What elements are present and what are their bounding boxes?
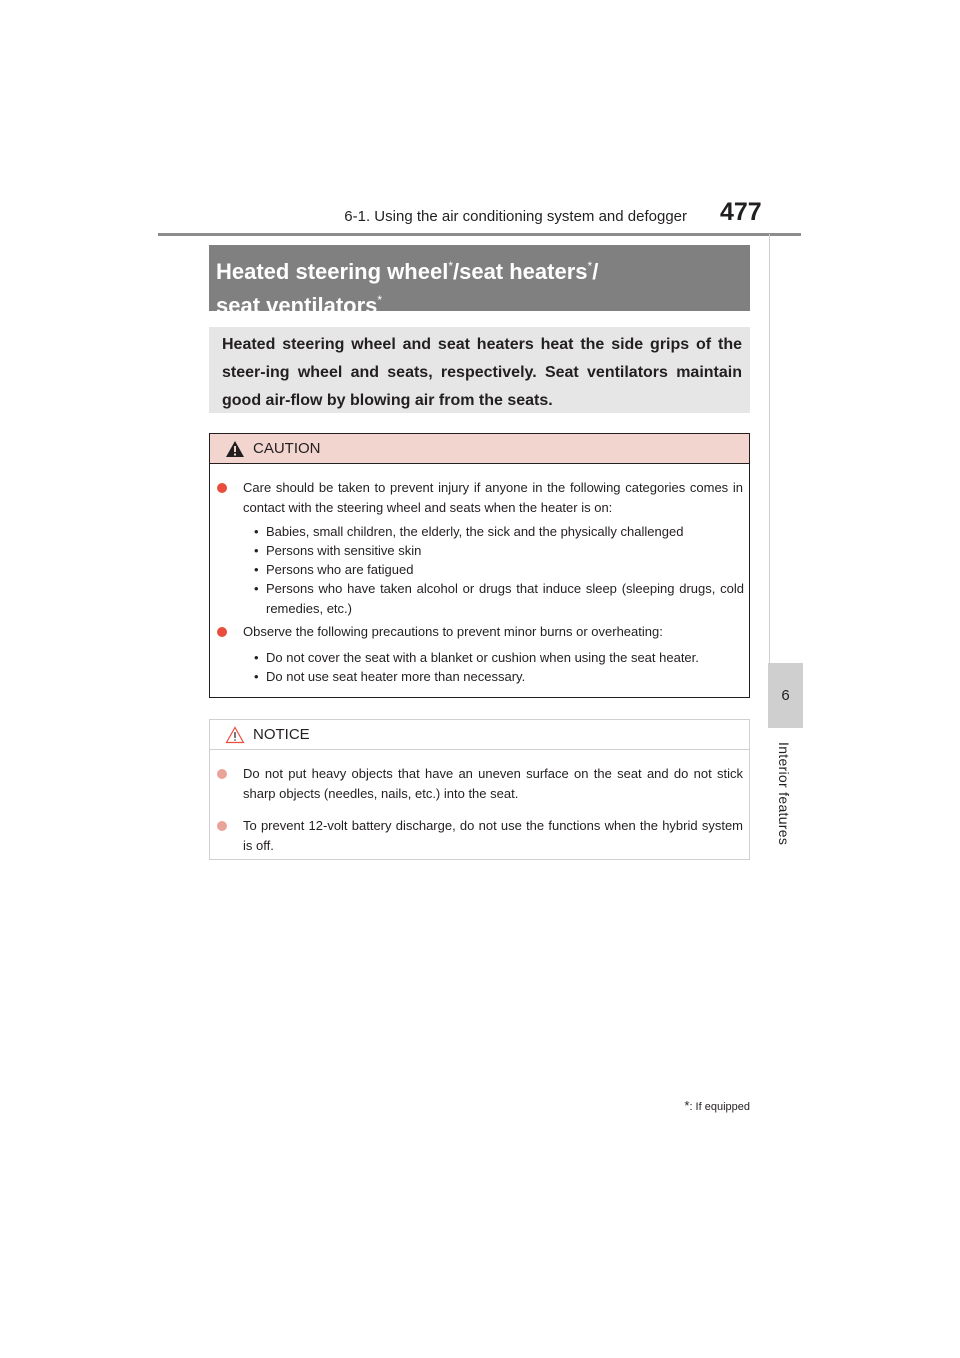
- sub-bullet: •: [254, 524, 259, 539]
- page-number: 477: [720, 198, 762, 226]
- title-part-4: seat ventilators: [216, 293, 378, 318]
- title-part-2: /seat heaters: [452, 259, 588, 284]
- sub-bullet: •: [254, 581, 259, 596]
- bullet-dot: [217, 483, 227, 493]
- bullet-dot: [217, 821, 227, 831]
- chapter-label: Interior features: [776, 742, 792, 846]
- chapter-number: 6: [781, 687, 790, 704]
- caution-sub-5-text: Do not cover the seat with a blanket or cushion when using the seat heater.: [266, 650, 699, 665]
- footnote: [684, 1098, 750, 1113]
- notice-box: [209, 719, 750, 860]
- header-section-title: 6-1. Using the air conditioning system and defogger: [344, 208, 687, 225]
- chapter-tab: [768, 663, 803, 728]
- bullet-dot: [217, 769, 227, 779]
- section-title: [216, 252, 598, 320]
- caution-sub-1-text: Babies, small children, the elderly, the sick and the physically challenged: [266, 524, 684, 539]
- warning-icon: [225, 440, 245, 458]
- section-title-box: [209, 245, 750, 318]
- caution-title: CAUTION: [253, 440, 321, 457]
- header-rule: [158, 233, 801, 236]
- notice-item-1-text: Do not put heavy objects that have an uneven surface on the seat and do not stick sharp objects (needles, nails, etc.) into the seat.: [243, 766, 743, 801]
- title-part-1: Heated steering wheel: [216, 259, 449, 284]
- caution-item-1-text: Care should be taken to prevent injury if anyone in the following categories comes in contact with the steering wheel and seats when the heater is on:: [243, 480, 743, 515]
- asterisk-mark: *: [448, 259, 453, 273]
- title-part-3: /: [592, 259, 599, 284]
- sub-bullet: •: [254, 562, 259, 577]
- notice-item-2-text: To prevent 12-volt battery discharge, do not use the functions when the hybrid system is off.: [243, 818, 743, 853]
- footnote-star: *: [684, 1098, 690, 1113]
- notice-title: NOTICE: [253, 726, 310, 743]
- caution-sub-2-text: Persons with sensitive skin: [266, 543, 422, 558]
- bullet-dot: [217, 627, 227, 637]
- caution-header: [210, 434, 749, 464]
- warning-outline-icon: [225, 726, 245, 744]
- asterisk-mark: *: [377, 293, 383, 307]
- caution-sub-3-text: Persons who are fatigued: [266, 562, 414, 577]
- caution-item-2-text: Observe the following precautions to prevent minor burns or overheating:: [243, 624, 663, 639]
- side-rule: [769, 234, 804, 684]
- caution-sub-4-text: Persons who have taken alcohol or drugs that induce sleep (sleeping drugs, cold remedies, etc.): [266, 581, 744, 616]
- sub-bullet: •: [254, 669, 259, 684]
- caution-sub-6-text: Do not use seat heater more than necessary.: [266, 669, 526, 684]
- notice-header: [210, 720, 749, 750]
- footnote-text: : If equipped: [689, 1101, 750, 1113]
- intro-text: Heated steering wheel and seat heaters heat the side grips of the steer-ing wheel and seats, respectively. Seat ventilators maintain good air-flow by blowing air from the seats.: [222, 336, 742, 409]
- intro-box: [209, 327, 750, 413]
- caution-box: [209, 433, 750, 698]
- sub-bullet: •: [254, 650, 259, 665]
- sub-bullet: •: [254, 543, 259, 558]
- asterisk-mark: *: [587, 259, 593, 273]
